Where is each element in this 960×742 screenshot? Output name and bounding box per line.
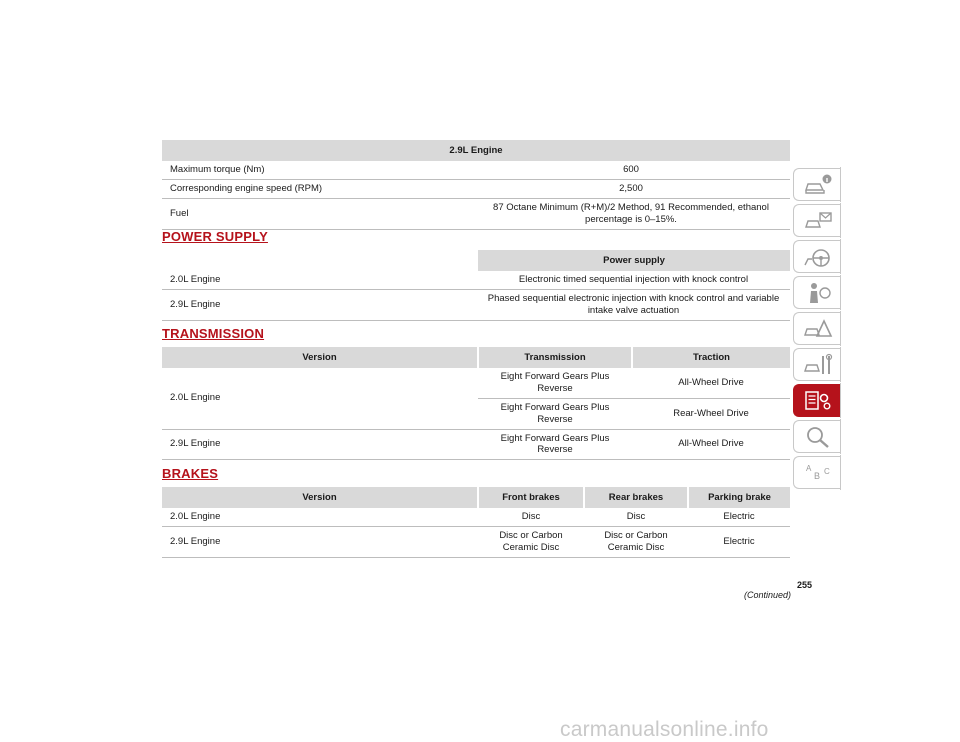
language-letter: B bbox=[813, 470, 820, 481]
power-supply-header: Power supply bbox=[477, 250, 790, 271]
table-cell: Disc bbox=[478, 508, 584, 526]
table-cell: Electronic timed sequential injection with knock control bbox=[477, 271, 790, 289]
car-info-icon bbox=[803, 173, 833, 197]
table-cell: 2,500 bbox=[472, 179, 790, 198]
tab-emergency[interactable] bbox=[793, 312, 841, 345]
tab-servicing[interactable] bbox=[793, 348, 841, 381]
technical-specifications-icon bbox=[803, 389, 833, 413]
table-cell: 2.0L Engine bbox=[162, 508, 478, 526]
table-cell: Disc or Carbon Ceramic Disc bbox=[584, 526, 688, 557]
engine-specs-table bbox=[162, 140, 790, 230]
language-icon bbox=[803, 461, 833, 485]
tab-driving[interactable] bbox=[793, 240, 841, 273]
tab-safety[interactable] bbox=[793, 276, 841, 309]
table-cell: 2.9L Engine bbox=[162, 289, 477, 320]
table-cell: Eight Forward Gears Plus Reverse bbox=[478, 368, 632, 398]
table-cell: Maximum torque (Nm) bbox=[162, 161, 472, 179]
column-header: Transmission bbox=[478, 347, 632, 368]
language-letter: A bbox=[805, 463, 811, 473]
column-header: Rear brakes bbox=[584, 487, 688, 508]
chapter-tabs bbox=[793, 168, 841, 492]
column-header: Parking brake bbox=[688, 487, 790, 508]
table-cell: Electric bbox=[688, 508, 790, 526]
column-header: Front brakes bbox=[478, 487, 584, 508]
transmission-table bbox=[162, 347, 790, 460]
column-header: Version bbox=[162, 347, 478, 368]
brakes-title: BRAKES bbox=[162, 466, 219, 481]
table-cell: 600 bbox=[472, 161, 790, 179]
engine-table-header: 2.9L Engine bbox=[162, 140, 790, 161]
dashboard-message-icon bbox=[803, 209, 833, 233]
table-cell: Disc or Carbon Ceramic Disc bbox=[478, 526, 584, 557]
transmission-title: TRANSMISSION bbox=[162, 326, 265, 341]
table-cell: Corresponding engine speed (RPM) bbox=[162, 179, 472, 198]
table-cell: Eight Forward Gears Plus Reverse bbox=[478, 398, 632, 429]
table-cell: Phased sequential electronic injection with knock control and variable intake valve actuation bbox=[477, 289, 790, 320]
language-letter: C bbox=[823, 466, 830, 476]
table-cell: Eight Forward Gears Plus Reverse bbox=[478, 429, 632, 460]
table-cell: 2.0L Engine bbox=[162, 368, 478, 429]
power-supply-table bbox=[162, 250, 790, 321]
table-cell: 2.0L Engine bbox=[162, 271, 477, 289]
watermark: carmanualsonline.info bbox=[560, 718, 769, 741]
table-cell: Fuel bbox=[162, 198, 472, 229]
roadside-warning-icon bbox=[803, 317, 833, 341]
table-cell: Rear-Wheel Drive bbox=[632, 398, 790, 429]
table-cell: 2.9L Engine bbox=[162, 429, 478, 460]
tab-languages[interactable] bbox=[793, 456, 841, 489]
empty-header bbox=[162, 250, 477, 271]
column-header: Version bbox=[162, 487, 478, 508]
page-number: 255 bbox=[797, 580, 813, 590]
brakes-table bbox=[162, 487, 790, 558]
search-index-icon bbox=[803, 425, 833, 449]
service-tools-icon bbox=[803, 353, 833, 377]
table-cell: All-Wheel Drive bbox=[632, 429, 790, 460]
continued-label: (Continued) bbox=[744, 590, 792, 600]
steering-wheel-icon bbox=[803, 245, 833, 269]
table-cell: 2.9L Engine bbox=[162, 526, 478, 557]
tab-dashboard-messages[interactable] bbox=[793, 204, 841, 237]
power-supply-title: POWER SUPPLY bbox=[162, 229, 268, 244]
airbag-safety-icon bbox=[803, 281, 833, 305]
table-cell: Disc bbox=[584, 508, 688, 526]
table-cell: All-Wheel Drive bbox=[632, 368, 790, 398]
column-header: Traction bbox=[632, 347, 790, 368]
table-cell: 87 Octane Minimum (R+M)/2 Method, 91 Recommended, ethanol percentage is 0–15%. bbox=[472, 198, 790, 229]
tab-technical-specifications[interactable] bbox=[793, 384, 841, 417]
table-cell: Electric bbox=[688, 526, 790, 557]
tab-index[interactable] bbox=[793, 420, 841, 453]
tab-car-info[interactable] bbox=[793, 168, 841, 201]
